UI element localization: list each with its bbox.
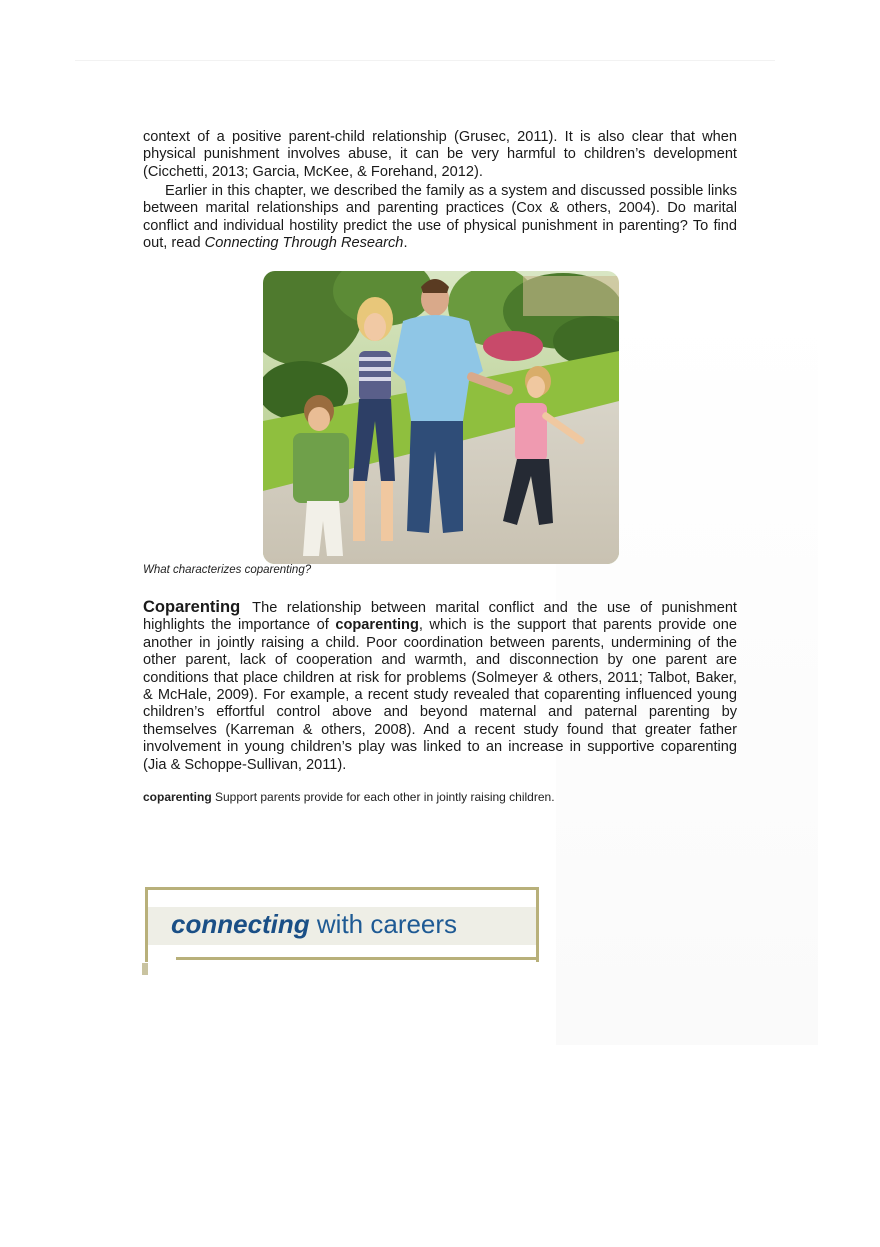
paragraph-text: The relationship between marital conflict and the use of punishment highlights the importance of: [143, 600, 737, 634]
figure-caption: What characterizes coparenting?: [143, 564, 312, 576]
glossary-term: coparenting: [143, 790, 212, 804]
section-heading-coparenting: Coparenting: [143, 598, 241, 616]
key-term-coparenting: coparenting: [335, 617, 419, 634]
careers-title-rest: with careers: [309, 909, 458, 939]
careers-box-edge: [142, 963, 148, 975]
paragraph-marital-relationships: [143, 183, 737, 253]
connecting-with-careers-box: [145, 887, 539, 962]
paragraph-text: , which is the support that parents provide one another in jointly raising a child. Poor coordination between parents, undermining of the other parent, lack of cooperation and warmth, and disconnection by one parent are conditions that place children at risk for problems (Solmeyer & others, 2011; Talbot, Baker, & McHale, 2009). For example, a recent study revealed that coparenting influenced young children’s effortful control above and beyond maternal and paternal parenting by themselves (Karreman & others, 2008). And a recent study found that greater father involvement in young children’s play was linked to an increase in supportive coparenting (Jia & Schoppe-Sullivan, 2011).: [143, 617, 738, 773]
paragraph-punishment-abuse: context of a positive parent-child relationship (Grusec, 2011). It is also clear that when physical punishment involves abuse, it can be very harmful to children’s development (Cicchetti, 2013; Garcia, McKee, & Forehand, 2012).: [143, 129, 737, 180]
paragraph-text: Earlier in this chapter, we described the family as a system and discussed possible links between marital relationships and parenting practices (Cox & others, 2004). Do marital conflict and individual hostility predict the use of physical punishment in parenting? To find out, read: [143, 183, 737, 252]
careers-box-title: [171, 909, 457, 940]
paragraph-end: .: [403, 235, 408, 252]
glossary-definition: Support parents provide for each other in jointly raising children.: [211, 790, 555, 804]
glossary-entry: [143, 790, 555, 804]
connecting-through-research-link: Connecting Through Research: [204, 235, 404, 252]
paragraph-coparenting: [143, 599, 737, 774]
family-photo: [263, 271, 619, 564]
careers-box-underline: [176, 957, 536, 960]
careers-title-emphasis: connecting: [171, 909, 310, 939]
page-top-rule: [75, 60, 775, 61]
